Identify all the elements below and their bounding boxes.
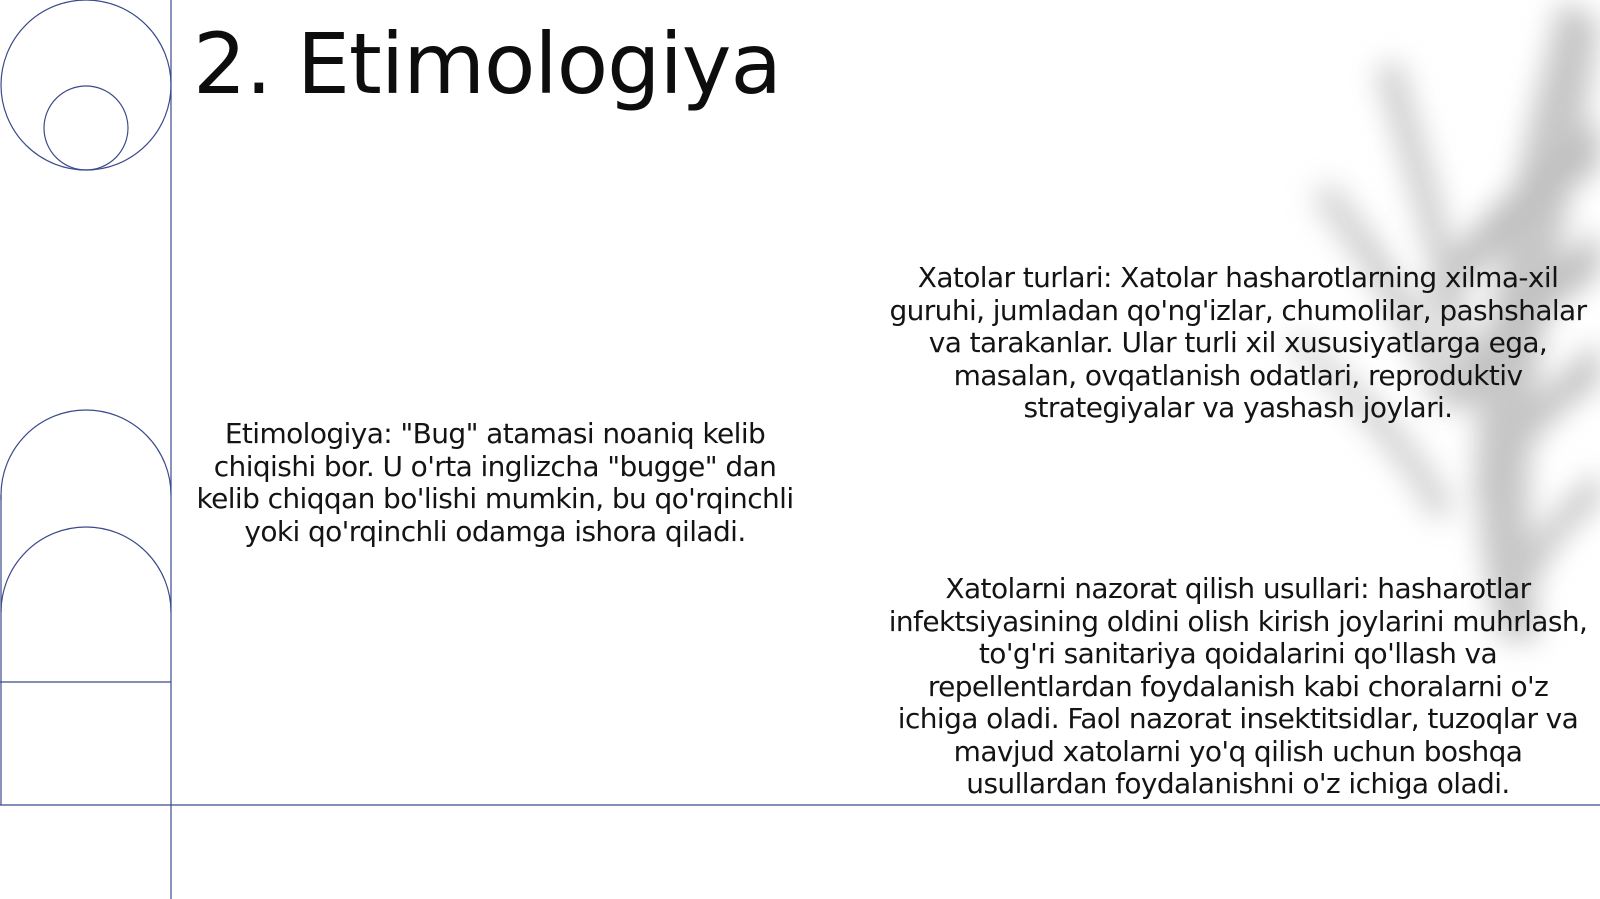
slide-title: 2. Etimologiya — [193, 15, 781, 113]
bug-control-paragraph: Xatolarni nazorat qilish usullari: hasharotlar infektsiyasining oldini olish kirish joylarini muhrlash, to'g'ri sanitariya qoidalarini qo'llash va repellentlardan foydalanish kabi choralarni o'z ichiga oladi. Faol nazorat insektitsidlar, tuzoqlar va mavjud xatolarni yo'q qilish uchun boshqa usullardan foydalanishni o'z ichiga oladi. — [888, 572, 1588, 800]
etymology-paragraph: Etimologiya: "Bug" atamasi noaniq kelib chiqishi bor. U o'rta inglizcha "bugge" dan kelib chiqqan bo'lishi mumkin, bu qo'rqinchli yoki qo'rqinchli odamga ishora qiladi. — [196, 417, 794, 548]
bug-types-paragraph: Xatolar turlari: Xatolar hasharotlarning xilma-xil guruhi, jumladan qo'ng'izlar, chumolilar, pashshalar va tarakanlar. Ular turli xil xususiyatlarga ega, masalan, ovqatlanish odatlari, reproduktiv strategiyalar va yashash joylari. — [889, 261, 1587, 424]
